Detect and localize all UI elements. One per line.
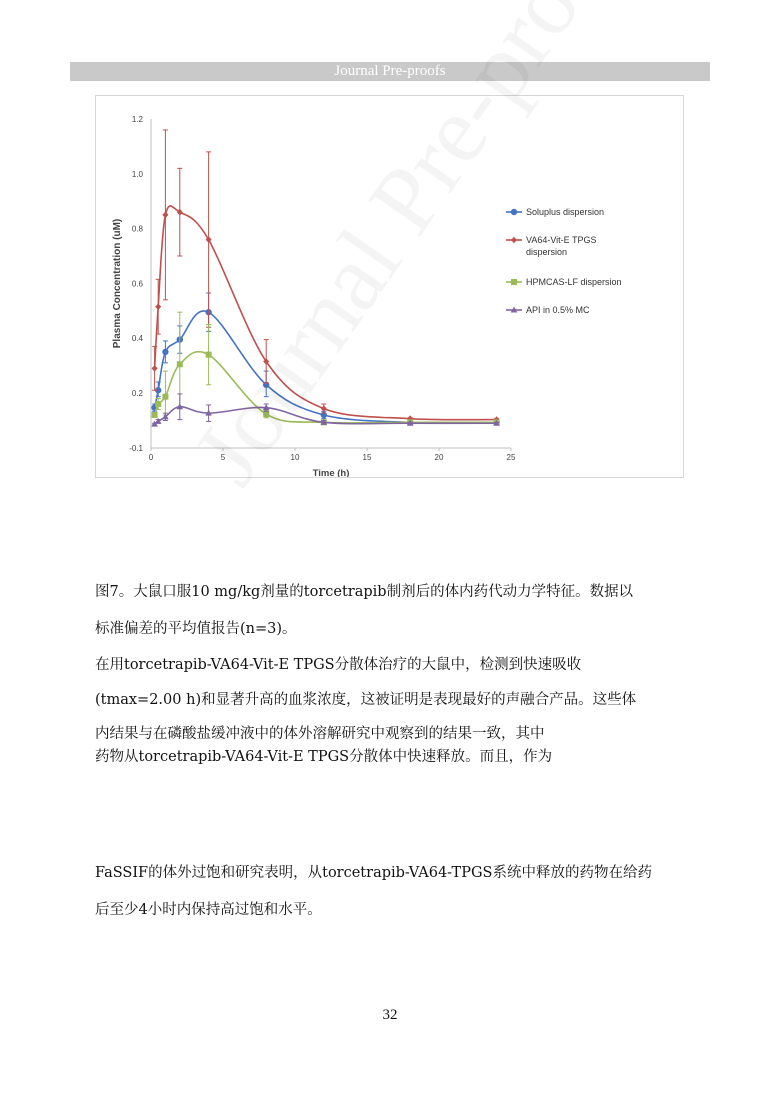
data-point: [155, 303, 161, 310]
figure-caption-line2: 标准偏差的平均值报告(n=3)。: [95, 621, 297, 637]
legend-label: VA64-Vit-E TPGS: [526, 235, 597, 245]
paragraph-2-line1: FaSSIF的体外过饱和研究表明，从torcetrapib-VA64-TPGS系统中释放的药物在给药: [95, 865, 652, 881]
x-axis-label: Time (h): [312, 468, 350, 477]
journal-header: Journal Pre-proofs: [70, 62, 710, 81]
paragraph-1-line4: 药物从torcetrapib-VA64-Vit-E TPGS分散体中快速释放。而且，作为: [95, 749, 553, 765]
data-point: [162, 394, 168, 400]
y-tick-label: -0.1: [129, 444, 143, 453]
paragraph-2-line2: 后至少4小时内保持高过饱和水平。: [95, 902, 322, 918]
data-point: [177, 361, 183, 367]
legend-marker: [511, 279, 517, 285]
data-point: [263, 411, 269, 417]
x-tick-label: 0: [148, 453, 154, 462]
x-tick-label: 10: [290, 453, 300, 462]
x-tick-label: 20: [434, 453, 444, 462]
y-tick-label: 0.8: [131, 224, 143, 234]
figure-caption-line1: 图7。大鼠口服10 mg/kg剂量的torcetrapib制剂后的体内药代动力学特征。数据以: [95, 584, 634, 600]
data-point: [162, 349, 168, 355]
page-number: 32: [382, 1007, 398, 1023]
legend-label: HPMCAS-LF dispersion: [526, 277, 622, 287]
data-point: [155, 418, 162, 424]
paragraph-1-line3: 内结果与在磷酸盐缓冲液中的体外溶解研究中观察到的结果一致，其中: [95, 726, 545, 742]
y-tick-label: 1.2: [131, 115, 143, 124]
x-tick-label: 25: [506, 453, 516, 462]
paragraph-1-line1: 在用torcetrapib-VA64-Vit-E TPGS分散体治疗的大鼠中，检测到快速吸收: [95, 657, 582, 673]
data-point: [152, 412, 158, 418]
data-point: [206, 352, 212, 358]
x-tick-label: 15: [362, 453, 372, 462]
legend-marker: [511, 209, 517, 215]
y-tick-label: 1.0: [131, 169, 143, 179]
legend-label-cont: dispersion: [526, 247, 568, 257]
y-tick-label: 0.4: [131, 334, 143, 344]
pk-line-chart: [96, 96, 683, 477]
paragraph-1-line2: (tmax=2.00 h)和显著升高的血浆浓度，这被证明是表现最好的声融合产品。这些体: [95, 692, 637, 708]
legend-marker: [511, 237, 517, 244]
legend-label: API in 0.5% MC: [526, 305, 590, 315]
y-axis-label: Plasma Concentration (uM): [112, 218, 123, 349]
figure-7-chart: [95, 95, 684, 478]
y-tick-label: 0.2: [131, 389, 143, 398]
legend-label: Soluplus dispersion: [526, 207, 605, 217]
data-point: [152, 365, 158, 372]
y-tick-label: 0.6: [131, 279, 143, 289]
data-point: [155, 401, 161, 407]
data-point: [162, 212, 168, 219]
series-line: [155, 311, 497, 423]
x-tick-label: 5: [220, 453, 226, 462]
